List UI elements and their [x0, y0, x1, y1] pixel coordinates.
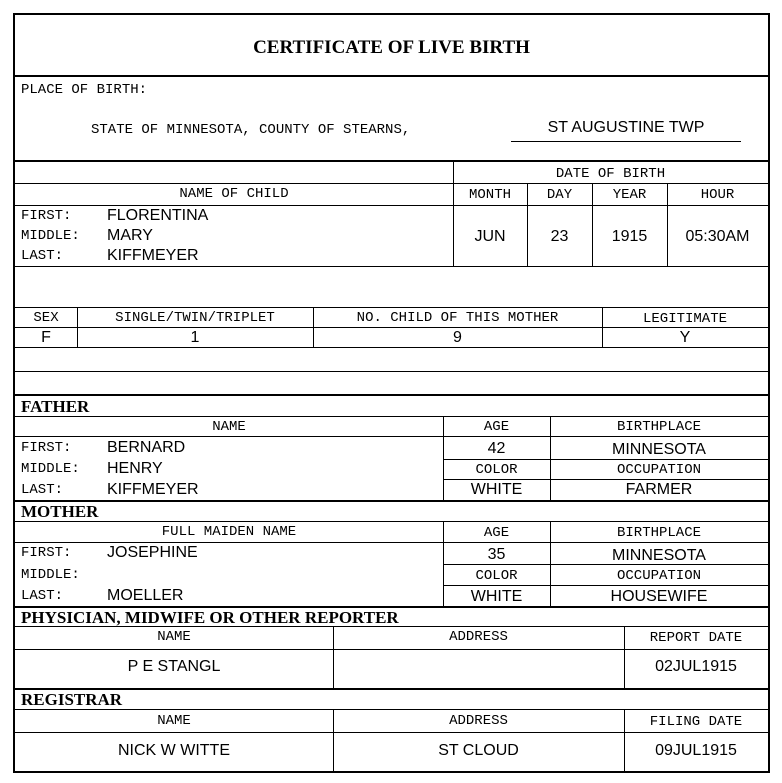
mother-first-label: FIRST:: [21, 545, 72, 561]
rule-place: [15, 160, 768, 162]
sex-value: F: [41, 329, 51, 346]
registrar-name-label: NAME: [157, 713, 191, 729]
month-label: MONTH: [468, 187, 511, 203]
legitimate-value: Y: [679, 329, 691, 346]
child-no-value: 9: [453, 329, 462, 346]
father-color: WHITE: [470, 481, 523, 498]
father-last: KIFFMEYER: [107, 481, 199, 498]
father-birthplace-label: BIRTHPLACE: [616, 419, 701, 435]
mother-first: JOSEPHINE: [107, 544, 198, 561]
rule-title: [15, 75, 768, 77]
birth-month: JUN: [474, 228, 506, 245]
report-date-label: REPORT DATE: [649, 630, 743, 646]
father-middle: HENRY: [107, 460, 163, 477]
township-underline: [511, 141, 741, 142]
state-county: STATE OF MINNESOTA, COUNTY OF STEARNS,: [91, 122, 411, 138]
birth-hour: 05:30AM: [685, 228, 750, 245]
birth-certificate: [13, 13, 770, 773]
mother-age-label: AGE: [483, 525, 510, 541]
sex-label: SEX: [33, 310, 59, 326]
father-middle-label: MIDDLE:: [21, 461, 80, 477]
rule-mother-mid: [443, 564, 768, 565]
child-no-label: NO. CHILD OF THIS MOTHER: [356, 310, 559, 326]
rule-registrar-top: [15, 688, 768, 690]
mother-last-label: LAST:: [21, 588, 64, 604]
place-of-birth-label: PLACE OF BIRTH:: [21, 82, 148, 98]
child-middle: MARY: [107, 227, 153, 244]
rule-child-header: [15, 205, 768, 206]
rule-child-top: [15, 183, 453, 184]
mother-occupation-label: OCCUPATION: [616, 568, 701, 584]
registrar-name: NICK W WITTE: [118, 742, 230, 759]
rule-info-top: [15, 307, 768, 308]
plurality-label: SINGLE/TWIN/TRIPLET: [115, 310, 275, 326]
hour-label: HOUR: [700, 187, 735, 203]
rule-mother-title: [15, 521, 768, 522]
child-name-header: NAME OF CHILD: [179, 186, 289, 202]
father-section-title: FATHER: [21, 397, 90, 416]
mother-name-header: FULL MAIDEN NAME: [161, 524, 297, 540]
father-first-label: FIRST:: [21, 440, 72, 456]
rule-gap: [15, 371, 768, 372]
rule-mother-top: [15, 500, 768, 502]
rule-mother-color: [443, 585, 768, 586]
mother-color-label: COLOR: [475, 568, 518, 584]
physician-name-label: NAME: [157, 629, 191, 645]
certificate-title: CERTIFICATE OF LIVE BIRTH: [253, 37, 530, 58]
father-age: 42: [487, 440, 506, 457]
legitimate-label: LEGITIMATE: [642, 311, 727, 327]
rule-physician-header: [15, 649, 768, 650]
mother-birthplace-label: BIRTHPLACE: [616, 525, 701, 541]
birth-year: 1915: [611, 228, 648, 245]
father-first: BERNARD: [107, 439, 186, 456]
father-age-label: AGE: [483, 419, 510, 435]
rule-registrar-header: [15, 732, 768, 733]
rule-registrar-title: [15, 709, 768, 710]
plurality-value: 1: [190, 329, 200, 346]
rule-info-header: [15, 327, 768, 328]
father-last-label: LAST:: [21, 482, 64, 498]
mother-birthplace: MINNESOTA: [612, 547, 706, 564]
rule-father-top: [15, 394, 768, 396]
township: ST AUGUSTINE TWP: [547, 119, 705, 136]
father-name-header: NAME: [212, 419, 246, 435]
day-label: DAY: [546, 187, 573, 203]
birth-day: 23: [550, 228, 569, 245]
mother-middle-label: MIDDLE:: [21, 567, 80, 583]
filing-date-label: FILING DATE: [649, 714, 743, 730]
child-middle-label: MIDDLE:: [21, 228, 80, 244]
child-last-label: LAST:: [21, 248, 64, 264]
year-label: YEAR: [612, 187, 647, 203]
mother-age: 35: [487, 546, 506, 563]
father-color-label: COLOR: [475, 462, 518, 478]
child-last: KIFFMEYER: [107, 247, 199, 264]
physician-name: P E STANGL: [127, 658, 221, 675]
registrar-address: ST CLOUD: [438, 742, 519, 759]
rule-father-title: [15, 416, 768, 417]
dob-header: DATE OF BIRTH: [555, 166, 666, 182]
report-date: 02JUL1915: [655, 658, 737, 675]
rule-dob-header: [453, 183, 768, 184]
registrar-section-title: REGISTRAR: [21, 690, 123, 709]
father-birthplace: MINNESOTA: [612, 441, 706, 458]
physician-section-title: PHYSICIAN, MIDWIFE OR OTHER REPORTER: [21, 608, 399, 627]
child-first: FLORENTINA: [107, 207, 209, 224]
rule-child-bottom: [15, 266, 768, 267]
mother-section-title: MOTHER: [21, 502, 99, 521]
mother-occupation: HOUSEWIFE: [610, 588, 708, 605]
mother-color: WHITE: [470, 588, 523, 605]
father-occupation: FARMER: [625, 481, 693, 498]
mother-last: MOELLER: [107, 587, 184, 604]
filing-date: 09JUL1915: [655, 742, 737, 759]
child-first-label: FIRST:: [21, 208, 72, 224]
rule-father-color: [443, 479, 768, 480]
physician-address-label: ADDRESS: [449, 629, 508, 645]
registrar-address-label: ADDRESS: [449, 713, 508, 729]
rule-info-bottom: [15, 347, 768, 348]
rule-mother-header: [15, 542, 768, 543]
rule-father-mid: [443, 459, 768, 460]
father-occupation-label: OCCUPATION: [616, 462, 701, 478]
rule-father-header: [15, 436, 768, 437]
